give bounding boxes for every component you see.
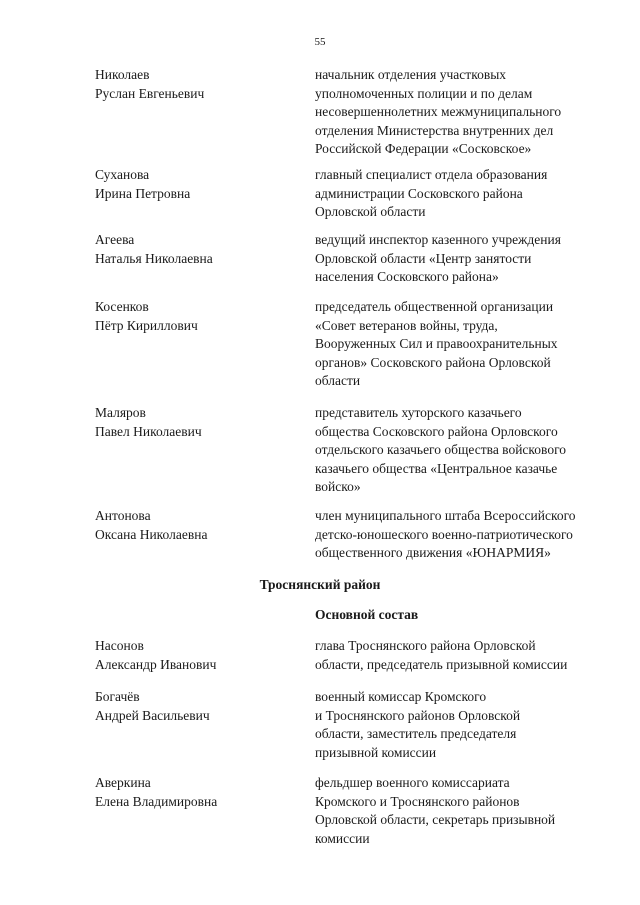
member-position: член муниципального штаба Всероссийского детско-юношеского военно-патриотического общественного движения «ЮНАРМИЯ» (315, 508, 576, 560)
page-number: 55 (314, 36, 326, 48)
member-position: представитель хуторского казачьего общества Сосковского района Орловского отдельского казачьего общества войскового казачьего общества «Центральное казачье войско» (315, 405, 567, 494)
member-name: Косенков Пётр Кириллович (95, 299, 198, 333)
member-position: ведущий инспектор казенного учреждения Орловской области «Центр занятости населения Сосковского района» (315, 232, 561, 284)
member-name: Маляров Павел Николаевич (95, 405, 202, 439)
member-position: начальник отделения участковых уполномоченных полиции и по делам несовершеннолетних межмуниципального отделения Министерства внутренних дел Российской Федерации «Сосковское» (315, 67, 562, 156)
member-position: глава Троснянского района Орловской области, председатель призывной комиссии (315, 638, 568, 672)
district-heading: Троснянский район (259, 577, 381, 592)
member-position: военный комиссар Кромского и Троснянского районов Орловской области, заместитель председателя призывной комиссии (315, 689, 521, 760)
member-name: Аверкина Елена Владимировна (95, 775, 218, 809)
member-name: Богачёв Андрей Васильевич (95, 689, 210, 723)
member-name: Суханова Ирина Петровна (95, 167, 191, 201)
member-position: главный специалист отдела образования администрации Сосковского района Орловской области (315, 167, 548, 219)
member-name: Агеева Наталья Николаевна (95, 232, 213, 266)
member-name: Антонова Оксана Николаевна (95, 508, 208, 542)
member-name: Николаев Руслан Евгеньевич (95, 67, 205, 101)
member-position: председатель общественной организации «Совет ветеранов войны, труда, Вооруженных Сил и правоохранительных органов» Сосковского района Орловской области (315, 299, 558, 388)
member-position: фельдшер военного комиссариата Кромского и Троснянского районов Орловской области, секретарь призывной комиссии (315, 775, 556, 846)
section-heading: Основной состав (315, 607, 419, 622)
member-name: Насонов Александр Иванович (95, 638, 217, 672)
